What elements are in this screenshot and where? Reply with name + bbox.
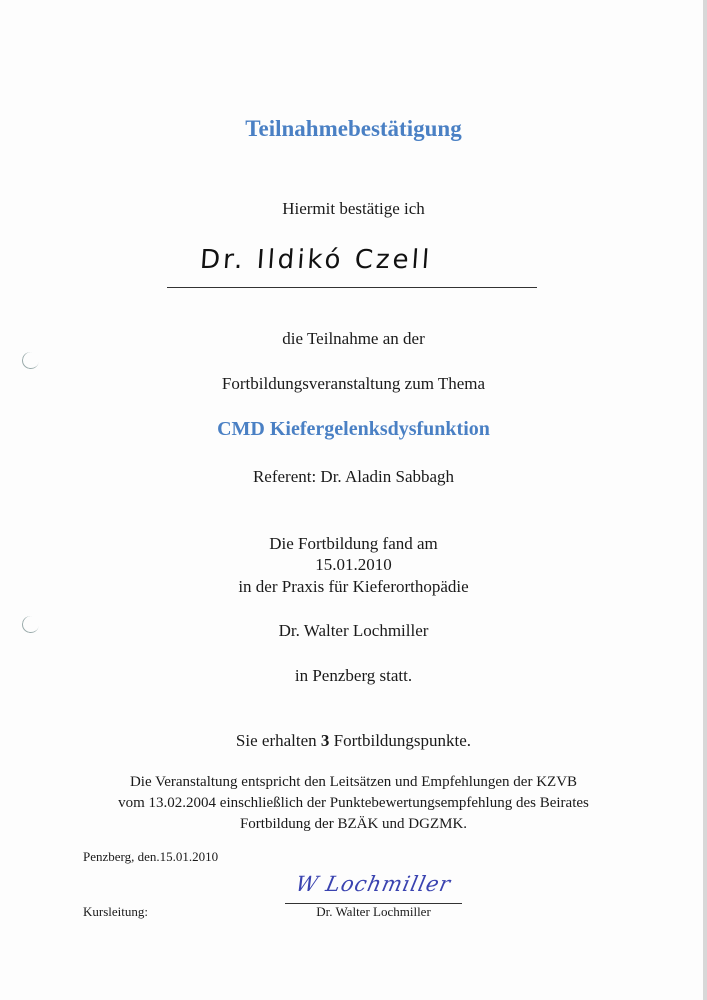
- intro-text: Hiermit bestätige ich: [282, 199, 425, 218]
- compliance-line-1: Die Veranstaltung entspricht den Leitsätzen und Empfehlungen der KZVB: [129, 774, 578, 790]
- page-edge-shadow: [703, 0, 707, 1000]
- participant-name: Dr. Ildikó Czell: [198, 245, 434, 275]
- points-suffix: Fortbildungspunkte.: [333, 731, 472, 750]
- points-statement: [0, 731, 707, 751]
- participation-text: die Teilnahme an der: [282, 329, 425, 348]
- location-intro: in der Praxis für Kieferorthopädie: [238, 577, 469, 596]
- compliance-line-2: vom 13.02.2004 einschließlich der Punktebewertungsempfehlung des Beirates: [118, 795, 589, 811]
- location-outro: in Penzberg statt.: [294, 666, 413, 685]
- event-text: Fortbildungsveranstaltung zum Thema: [221, 374, 486, 393]
- practice-owner: Dr. Walter Lochmiller: [278, 621, 429, 640]
- points-value: 3: [320, 731, 330, 750]
- signature: W Lochmiller: [293, 872, 454, 896]
- date-intro: Die Fortbildung fand am: [269, 534, 438, 553]
- place-date: Penzberg, den.15.01.2010: [83, 849, 219, 864]
- name-underline: [167, 287, 537, 288]
- document-title: Teilnahmebestätigung: [245, 116, 462, 141]
- course-lead-label: Kursleitung:: [83, 904, 148, 919]
- speaker: Referent: Dr. Aladin Sabbagh: [252, 467, 455, 486]
- points-prefix: Sie erhalten: [235, 731, 317, 750]
- topic-title: CMD Kiefergelenksdysfunktion: [217, 418, 490, 440]
- punch-hole-mark: [21, 351, 41, 371]
- signatory-name: Dr. Walter Lochmiller: [316, 904, 431, 919]
- compliance-line-3: Fortbildung der BZÄK und DGZMK.: [239, 816, 468, 832]
- event-date: 15.01.2010: [315, 555, 392, 574]
